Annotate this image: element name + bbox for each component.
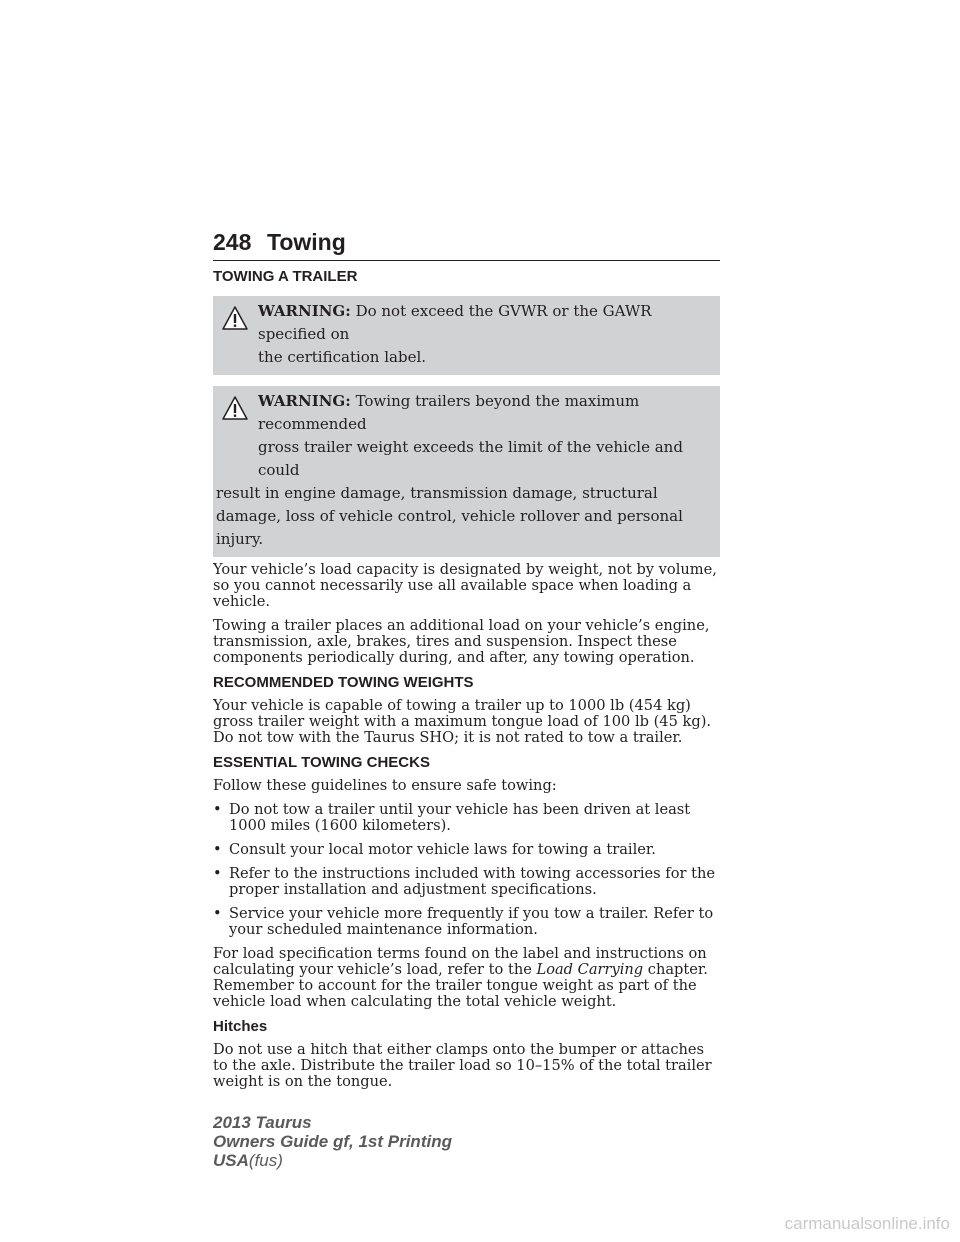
warning-box-1	[213, 296, 720, 375]
warning-box-2	[213, 386, 720, 557]
list-item: • Service your vehicle more frequently if you tow a trailer. Refer to your scheduled maintenance information.	[213, 905, 714, 938]
paragraph: Towing a trailer places an additional load on your vehicle’s engine, transmission, axle, brakes, tires and suspension. Inspect these components periodically during, and after, any towing operation.	[213, 617, 710, 666]
warning-text: result in engine damage, transmission damage, structural damage, loss of vehicle control, vehicle rollover and personal injury.	[216, 484, 683, 548]
subsection-heading-hitches: Hitches	[213, 1018, 268, 1035]
paragraph: Follow these guidelines to ensure safe towing:	[213, 777, 557, 794]
warning-text: gross trailer weight exceeds the limit of the vehicle and could	[258, 438, 683, 479]
list-item: • Do not tow a trailer until your vehicle has been driven at least 1000 miles (1600 kilometers).	[213, 801, 691, 834]
document-footer: 2013 Taurus Owners Guide gf, 1st Printing USA(fus)	[213, 1113, 452, 1170]
paragraph: Your vehicle is capable of towing a trailer up to 1000 lb (454 kg) gross trailer weight with a maximum tongue load of 100 lb (45 kg). Do not tow with the Taurus SHO; it is not rated to tow a trailer.	[213, 697, 712, 746]
warning-triangle-icon	[221, 305, 249, 331]
paragraph: For load specification terms found on the label and instructions on calculating your vehicle’s load, refer to the Load Carrying chapter. Remember to account for the trailer tongue weight as part of the vehicle load when calculating the total vehicle weight.	[213, 945, 708, 1010]
paragraph: Your vehicle’s load capacity is designated by weight, not by volume, so you cannot necessarily use all available space when loading a vehicle.	[213, 561, 717, 610]
warning-label: WARNING:	[258, 392, 351, 410]
warning-text: the certification label.	[258, 348, 427, 366]
paragraph: Do not use a hitch that either clamps onto the bumper or attaches to the axle. Distribute the trailer load so 10–15% of the total trailer weight is on the tongue.	[213, 1041, 712, 1090]
page-header	[213, 228, 720, 261]
warning-triangle-icon	[221, 395, 249, 421]
watermark: carmanualsonline.info	[784, 1214, 950, 1233]
warning-label: WARNING:	[258, 302, 351, 320]
list-item: • Refer to the instructions included with towing accessories for the proper installation and adjustment specifications.	[213, 865, 715, 898]
chapter-reference: Load Carrying	[536, 961, 644, 978]
list-item: • Consult your local motor vehicle laws for towing a trailer.	[213, 841, 656, 858]
section-heading-towing-a-trailer: TOWING A TRAILER	[213, 268, 358, 285]
section-heading-essential-towing-checks: ESSENTIAL TOWING CHECKS	[213, 754, 430, 771]
page-content	[213, 268, 720, 1098]
chapter-title: Towing	[267, 229, 346, 255]
warning-text: Do not exceed the GVWR or the GAWR specified on	[258, 302, 652, 343]
section-heading-recommended-towing-weights: RECOMMENDED TOWING WEIGHTS	[213, 674, 474, 691]
checklist	[213, 802, 720, 938]
warning-text: Towing trailers beyond the maximum recommended	[258, 392, 640, 433]
page-number: 248	[213, 229, 252, 255]
